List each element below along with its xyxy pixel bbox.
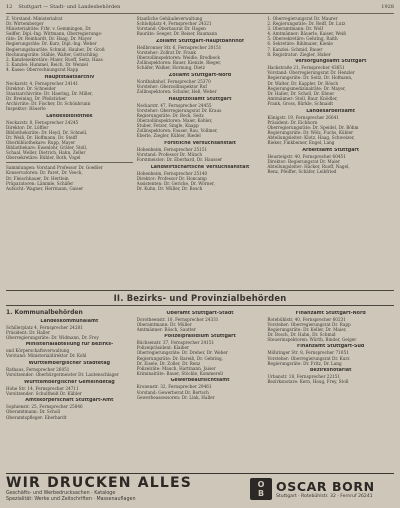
entry-line: Regierungsbauräte: Schmid, Hauber, Dr. Groß [6, 46, 105, 52]
advertisement [6, 473, 394, 504]
entry-line: Schillerplatz 4, Fernsprecher 24281 [6, 324, 83, 330]
column [267, 16, 394, 288]
entry-line: Oberamtmann: Dr. Müller [136, 321, 192, 327]
entry-line: Gewerbeassessoren: Dr. Link, Haller [136, 394, 215, 400]
entry-line: 4. Kasse: Oberrechnungsrat Rapp [6, 66, 79, 72]
entry-line: Direktor: Professor Dr. Honcamp [136, 175, 207, 181]
entry-line: Oberamtmann: Dr. Scholl [6, 409, 61, 415]
entry-line: Vorstand: Oberbaurat Dr. Hagen [136, 26, 206, 32]
entry-line: Assistenten: Dr. Gericke, Dr. Wörner, [136, 180, 215, 186]
entry-line: Regierungsräte: Dr. Keller, Dr. Maier, [267, 326, 347, 332]
entry-line: Seiffer, Dipl.-Ing. Wittmann, Oberregierungs- [6, 31, 103, 37]
entry-line: Dr. Walter, Dr. Kappler, Dr. Rösch [267, 80, 339, 86]
entry-line: Königstr. 19, Fernsprecher 26641 [267, 114, 339, 120]
running-title: Stuttgart — Stadt- und Landesbehörden [18, 4, 121, 10]
entry-line: Schaal, Weller, Dietrich, Hahn, Zeller [6, 150, 86, 156]
entry-line: Renz, Pfeiffer, Schäfer, Leibfried [267, 168, 337, 174]
entry-line: Oberbibliothekare: Rupp, Mayer [6, 139, 76, 145]
entry-line: Oberregierungsräte: Dr. Speidel, Dr. Böhm [267, 124, 359, 130]
entry-heading: Württembergischer Gemeindetag [24, 379, 115, 385]
entry-line: Abteilungsleiter: Häcker, Ruoff, Nagel, [267, 163, 350, 169]
entry-line: Oberregierungsräte: Dr. Dreher, Dr. Weber [136, 350, 228, 356]
entry-line: Regierungsräte: Dr. Seitz, Dr. Hofmann, [267, 75, 353, 81]
entry-line: Rieker, Finkbeiner, Engel, Lang [267, 139, 335, 145]
ad-left [6, 476, 246, 502]
entry-line: Präsident: Dr. Haller [6, 329, 50, 335]
column [6, 308, 133, 436]
entry-line: Vorstand: Professor Dr. Münch [136, 151, 203, 157]
entry-line: Oberzollinspektoren: Maier, Kohler, [136, 117, 213, 123]
column [267, 308, 394, 436]
entry-line: Obersekretäre: Bühler, Roth, Vogel [6, 155, 81, 161]
entry-heading: Oberamt Stuttgart-Stadt [166, 310, 234, 316]
entry-line: Konservatoren: Dr. Paret, Dr. Veeck, [6, 170, 83, 176]
entry-line: Vorstand: Gewerberat Dr. Bertsch [136, 389, 209, 395]
entry-line: Amtmänner: Stoll, Baur, Knödler, [267, 95, 338, 101]
entry-heading: Landwirtschaftliche Versuchsanstalt [150, 164, 250, 170]
entry-line: Neckarstr. 4, Fernsprecher 24141 [6, 80, 79, 86]
entry-heading: Württembergischer Städtetag [28, 360, 111, 366]
entry-line: Stuber, Fetzer, Single, Knapp [136, 123, 199, 128]
entry-line: Archivräte: Dr. Fischer, Dr. Schönbrunn [6, 100, 91, 106]
entry-line: Dorotheenstr. 10, Fernsprecher 24331 [136, 316, 219, 322]
entry-line: Hohe Str. 14, Fernsprecher 24711 [6, 385, 79, 391]
ad-tagline-1: Geschäfts- und Werbedrucksachen · Kataloge [6, 490, 116, 496]
entry-line: Bibliothekare: Eisenlohr, Gräter, Stoll, [6, 145, 88, 151]
entry-line: Zollinspektoren: Fauser, Rau, Vollmer, [136, 128, 218, 134]
entry-line: Eberle, Ziegler, Kübler, Riedel [136, 133, 201, 139]
entry-line: Oberamtspfleger: Eberhardt [6, 414, 67, 420]
running-header [6, 4, 394, 14]
entry-line: Kriminalräte: Bauer, Stöckle, Kommerell [136, 370, 223, 376]
logo-letter-bottom: B [257, 489, 265, 498]
entry-heading: Versorgungsamt Stuttgart [294, 59, 367, 65]
ad-slogan: WIR DRUCKEN ALLES [6, 474, 193, 491]
ad-address: Stuttgart · Rotebühlstr. 32 · Fernruf 26241 [276, 493, 373, 499]
entry-line: Polizeiräte: Mauch, Hartmann, Jaiser [136, 365, 216, 371]
entry-line: Sammlungen: Vorstand Professor Dr. Goeßler [6, 165, 103, 171]
entry-line: Regierungsräte: Dr. Wölz, Fuchs, Kübler [267, 129, 354, 135]
section-title: II. Bezirks- und Provinzialbehörden [113, 293, 287, 303]
entry-heading: Gewerbeaufsichtsamt [170, 378, 230, 384]
entry-line: Vorstand: Ministerialdirektor Dr. Kohl [6, 353, 87, 359]
entry-line: Zollinspektoren: Schuler, Heß, Weber [136, 89, 217, 95]
entry-line: Neckarstr. 8, Fernsprecher 24245 [6, 119, 79, 125]
page-number: 12 [6, 4, 13, 10]
entry-line: Zollinspektoren: Bauer, Kienzle, Rieger, [136, 60, 222, 66]
entry-line: Vorsitzender: Schultheiß Dr. Kübler [6, 390, 82, 396]
section-heading [6, 290, 394, 306]
entry-line: Hohenheim, Fernsprecher 25140 [136, 170, 208, 176]
entry-heading: Amtskörperschaft Stuttgart-Amt [25, 398, 114, 404]
entry-line: Sophienstr. 25, Fernsprecher 25846 [6, 404, 83, 410]
entry-line: Inspektor: Bäuerle [6, 106, 46, 111]
entry-line: Nordbahnhof, Fernsprecher 25370 [136, 78, 211, 84]
printer-logo [250, 478, 272, 500]
entry-line: Hohenheim, Fernsprecher 25151 [136, 146, 208, 152]
entry-heading: Finanzamt Stuttgart-Süd [297, 344, 365, 350]
entry-line: Präparatoren: Lämmle, Schäfer [6, 180, 74, 186]
entry-heading: Hauptzollamt Stuttgart [168, 96, 232, 102]
entry-line: Vorsitzender: Oberbürgermeister Dr. Lautenschlager [6, 372, 119, 378]
entry-line: Frank, Gross, Bürkle, Schnaidt [267, 100, 334, 106]
entry-heading: Ministerialabteilung für Bezirks- [25, 342, 114, 348]
divider [6, 162, 133, 163]
entry-line: Aufsicht: Wagner, Herrmann, Gaiser [6, 185, 84, 191]
entry-line: 3. Oberamtmann: Dr. Wolf [267, 26, 324, 32]
entry-line: 8. Registratur: Ziegler, Huber [267, 51, 331, 57]
entry-heading: Bezirksnotariat [309, 368, 352, 374]
entry-line: 4. Amtmänner: Bäuerle, Kaiser, Weiß [267, 31, 347, 37]
entry-heading: Landesbibliothek [46, 113, 93, 119]
entry-line: 1. Oberregierungsrat Dr. Maurer [267, 16, 338, 21]
entry-line: Staatsarchivräte: Dr. Haering, Dr. Miller, [6, 90, 93, 96]
entry-line: Urbanstr. 18, Fernsprecher 22151 [267, 374, 341, 380]
entry-line: Oberregierungsräte: Dr. Widmann, Dr. Frey [6, 334, 99, 340]
entry-line: Rechnungsräte: Stähle, Walter, Gottschling [6, 51, 98, 57]
entry-heading: Polizeipräsidium Stuttgart [164, 334, 236, 340]
ad-right [276, 480, 394, 499]
top-columns [6, 16, 394, 288]
entry-line: Neckarstr. 47, Fernsprecher 24455 [136, 102, 212, 108]
entry-line: Vorsteher: Oberregierungsrat Dr. Rapp [267, 321, 351, 327]
entry-line: räte: Dr. Reinhardt, Dr. Haag, Dr. Mayer [6, 36, 92, 42]
entry-line: 2. Kanzleisekretäre: Maier, Ruoff, Seitz, Haas [6, 56, 103, 62]
entry-heading: 1. Kommunalbehörden [6, 309, 83, 316]
entry-line: 6. Sekretäre: Bihlmaier, Kienle [267, 41, 333, 47]
entry-line: und Körperschaftsverwaltung [6, 348, 70, 354]
entry-line: Präsident: Dr. Eichhorn [267, 119, 318, 125]
entry-line: Vorstand: Oberregierungsrat Dr. Henzler [267, 70, 355, 76]
entry-line: Direktor: Regierungsrat Dr. Maier [267, 158, 341, 164]
entry-line: Regierungsräte: Dr. Kurz, Dipl.-Ing. Weber [6, 41, 97, 47]
entry-line: Staatliche Gebäudeverwaltung [136, 16, 203, 21]
column [137, 308, 264, 436]
entry-line: Ministerialräte: Frhr. v. Gemmingen, Dr. [6, 26, 92, 32]
ad-tagline-2: Spezialität: Werke und Zeitschriften · Massenauflagen [6, 496, 136, 502]
entry-line: Schloßplatz 4, Fernsprecher 24321 [136, 21, 212, 27]
entry-line: Rotebühlstr. 40, Fernsprecher 60231 [267, 316, 346, 322]
entry-line: Hackstraße 21, Fernsprecher 43651 [267, 65, 345, 71]
entry-line: Direktor: Dr. Löffler [6, 124, 49, 130]
entry-line: Dr. Bosch, Dr. Hahn, Dr. Schmid [267, 331, 336, 337]
entry-line: Rathaus, Fernsprecher 26051 [6, 366, 70, 372]
entry-line: Bauräte: Seeger, Dr. Reiser, Baumann [136, 31, 218, 37]
ad-firm-name: OSCAR BORN [276, 478, 375, 494]
entry-line: Möhringer Str. 8, Fernsprecher 71051 [267, 350, 349, 356]
entry-line: Oberzollinspektoren: Weidle, Brodbeck [136, 55, 220, 61]
entry-line: Schäfer, Walker, Hornung, Dietz [136, 65, 205, 71]
entry-line: Dr. Eisele, Dr. Zoller, Dr. Renz [136, 360, 201, 366]
entry-line: Dr. Kuhn, Dr. Müller, Dr. Bosch [136, 185, 203, 191]
entry-heading: Hauptstaatsarchiv [44, 74, 95, 80]
entry-heading: Zollamt Stuttgart-Hauptbahnhof [155, 38, 245, 44]
entry-line: Vorsteher: Oberregierungsrat Dr. Kraus [136, 107, 222, 113]
entry-line: Vorsteher: Oberregierungsrat Dr. Kurz [267, 355, 350, 361]
entry-line: Büchsenstr. 37, Fernsprecher 24151 [136, 340, 215, 346]
entry-line: Vorsteher: Oberzollinspektor Ruf [136, 83, 207, 89]
entry-line: 5. Obersekretäre: Gehring, Raith [267, 36, 338, 42]
entry-heading: Landeskommunalamt [40, 318, 99, 324]
entry-heading: Finanzamt Stuttgart-Nord [295, 310, 366, 316]
column [6, 16, 133, 288]
entry-heading: Forstliche Versuchsanstalt [164, 140, 236, 146]
entry-heading: Arbeitsamt Stuttgart [302, 147, 360, 153]
entry-line: 3. Kanzlei: Hummel, Reich, Dr. Wenzel [6, 61, 88, 67]
entry-line: Dr. Breining, Dr. Pfeilsticker [6, 95, 67, 101]
entry-line: 7. Kanzlei: Schmid, Bauer [267, 46, 323, 52]
entry-line: Abteilungsleiter: Klotz, Haag, Schweizer, [267, 134, 355, 140]
entry-line: Dr. Haller, Dr. Scholl, Dr. Ebner [267, 90, 335, 96]
entry-line: Kronenstr. 32, Fernsprecher 29461 [136, 384, 212, 390]
column [137, 16, 264, 288]
entry-line: Z. Vorstand: Ministerialrat [6, 16, 63, 21]
entry-heading: Landesarbeitsamt [306, 108, 356, 114]
entry-line: Polizeipräsident: Klaiber [136, 345, 189, 351]
entry-line: Regierungsräte: Dr. Bareiß, Dr. Gehring, [136, 355, 223, 361]
entry-line: 2. Regierungsräte: Dr. Reiff, Dr. Lutz [267, 21, 346, 27]
entry-line: Dr. Weiß, Dr. Hoffmann, Dr. Steiff [6, 134, 77, 140]
entry-line: Regierungsräte: Dr. Beck, Seitz [136, 112, 204, 118]
entry-line: Heilbronner Str. 6, Fernsprecher 20151 [136, 44, 222, 50]
logo-letter-top: O [257, 480, 265, 489]
entry-heading: Zollamt Stuttgart-Nord [168, 72, 232, 78]
entry-line: Vorsteher: Zollrat Dr. Frank [136, 49, 196, 55]
header-right: 1928 [381, 4, 394, 10]
entry-line: Regierungsmedizinalräte: Dr. Mayer, [267, 85, 346, 91]
entry-line: Bezirksnotare: Kern, Haug, Frey, Stoll [267, 379, 349, 385]
entry-line: Steuerinspektoren: Würth, Binder, Geiger [267, 336, 357, 342]
entry-line: Direktor: Dr. Schneider [6, 85, 56, 91]
entry-line: Forstmeister: Dr. Eberhard, Dr. Hausser [136, 156, 223, 162]
entry-line: Bibliotheksräte: Dr. Heyd, Dr. Schnell, [6, 129, 88, 135]
entry-line: Regierungsräte: Dr. Fritz, Dr. Lang [267, 360, 342, 366]
bottom-columns [6, 308, 394, 436]
entry-line: Heusteigstr. 40, Fernsprecher 60451 [267, 153, 346, 159]
entry-line: Dr. Wirtemberger [6, 21, 44, 27]
entry-line: Amtmänner: Rösch, Sautter [136, 326, 196, 332]
entry-line: Dr. Fleischhauer, Dr. Hertlein [6, 175, 69, 181]
